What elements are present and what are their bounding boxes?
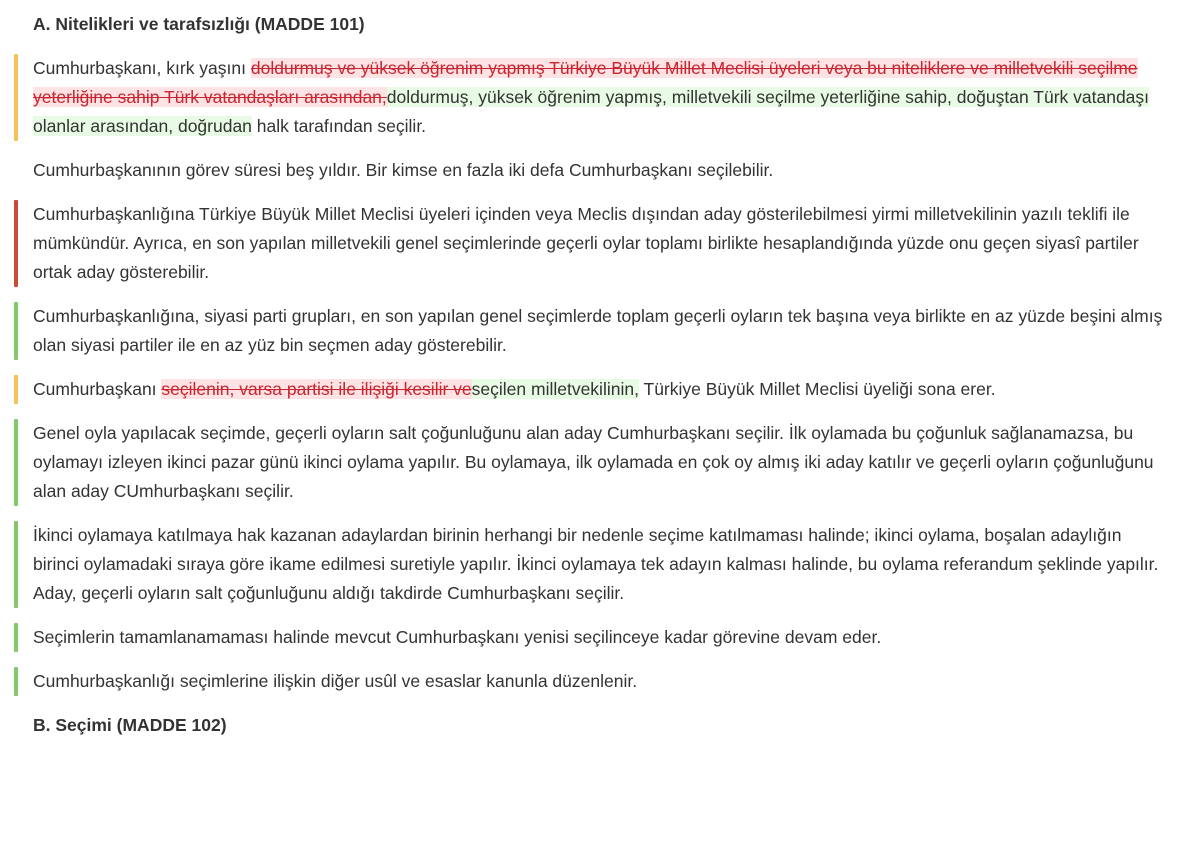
section-a-heading: A. Nitelikleri ve tarafsızlığı (MADDE 101)	[33, 14, 365, 34]
inserted-text: seçilen milletvekilinin,	[471, 379, 639, 399]
deleted-text: doldurmuş ve yüksek öğrenim yapmış Türkiye Büyük Millet Meclisi üyeleri veya bu niteliklere ve milletvekili seçilme yeterliğine sahip Türk vatandaşları arasından,	[33, 58, 1138, 107]
paragraph-added-procedures: Cumhurbaşkanlığı seçimlerine ilişkin diğer usûl ve esaslar kanunla düzenlenir.	[14, 667, 1170, 696]
paragraph-removed: Cumhurbaşkanlığına Türkiye Büyük Millet Meclisi üyeleri içinden veya Meclis dışından aday gösterilebilmesi yirmi milletvekilinin yazılı teklifi ile mümkündür. Ayrıca, en son yapılan milletvekili genel seçimlerinde geçerli oylar toplamı birlikte hesaplandığında yüzde onu geçen siyasî partiler ortak aday gösterebilir.	[14, 200, 1170, 287]
unchanged-text: Türkiye Büyük Millet Meclisi üyeliği sona erer.	[638, 379, 996, 399]
deleted-text: seçilenin, varsa partisi ile ilişiği kesilir ve	[161, 379, 472, 399]
paragraph-modified-1	[14, 54, 1170, 141]
inserted-text: doldurmuş, yüksek öğrenim yapmış, milletvekili seçilme yeterliğine sahip, doğuştan Türk vatandaşı olanlar arasından, doğrudan	[33, 87, 1150, 136]
unchanged-text: Cumhurbaşkanı	[33, 379, 162, 399]
paragraph-modified-2	[14, 375, 1170, 404]
unchanged-text: Cumhurbaşkanı, kırk yaşını	[33, 58, 251, 78]
paragraph-unchanged-term: Cumhurbaşkanının görev süresi beş yıldır. Bir kimse en fazla iki defa Cumhurbaşkanı seçilebilir.	[33, 160, 774, 180]
paragraph-added-second-round: İkinci oylamaya katılmaya hak kazanan adaylardan birinin herhangi bir nedenle seçime katılmaması halinde; ikinci oylama, boşalan adaylığın birinci oylamadaki sıraya göre ikame edilmesi suretiyle yapılır. İkinci oylamaya tek adayın kalması halinde, bu oylama referandum şeklinde yapılır. Aday, geçerli oyların salt çoğunluğunu aldığı takdirde Cumhurbaşkanı seçilir.	[14, 521, 1170, 608]
paragraph-added-election: Genel oyla yapılacak seçimde, geçerli oyların salt çoğunluğunu alan aday Cumhurbaşkanı seçilir. İlk oylamada bu çoğunluk sağlanamazsa, bu oylamayı izleyen ikinci pazar günü ikinci oylama yapılır. Bu oylamaya, ilk oylamada en çok oy almış iki aday katılır ve geçerli oyların çoğunluğunu alan aday CUmhurbaşkanı seçilir.	[14, 419, 1170, 506]
unchanged-text: halk tarafından seçilir.	[251, 116, 427, 136]
paragraph-added-nomination: Cumhurbaşkanlığına, siyasi parti grupları, en son yapılan genel seçimlerde toplam geçerli oyların tek başına veya birlikte en az yüzde beşini almış olan siyasi partiler ile en az yüz bin seçmen aday gösterebilir.	[14, 302, 1170, 360]
paragraph-added-incumbent: Seçimlerin tamamlanamaması halinde mevcut Cumhurbaşkanı yenisi seçilinceye kadar görevine devam eder.	[14, 623, 1170, 652]
section-b-heading: B. Seçimi (MADDE 102)	[33, 715, 227, 735]
